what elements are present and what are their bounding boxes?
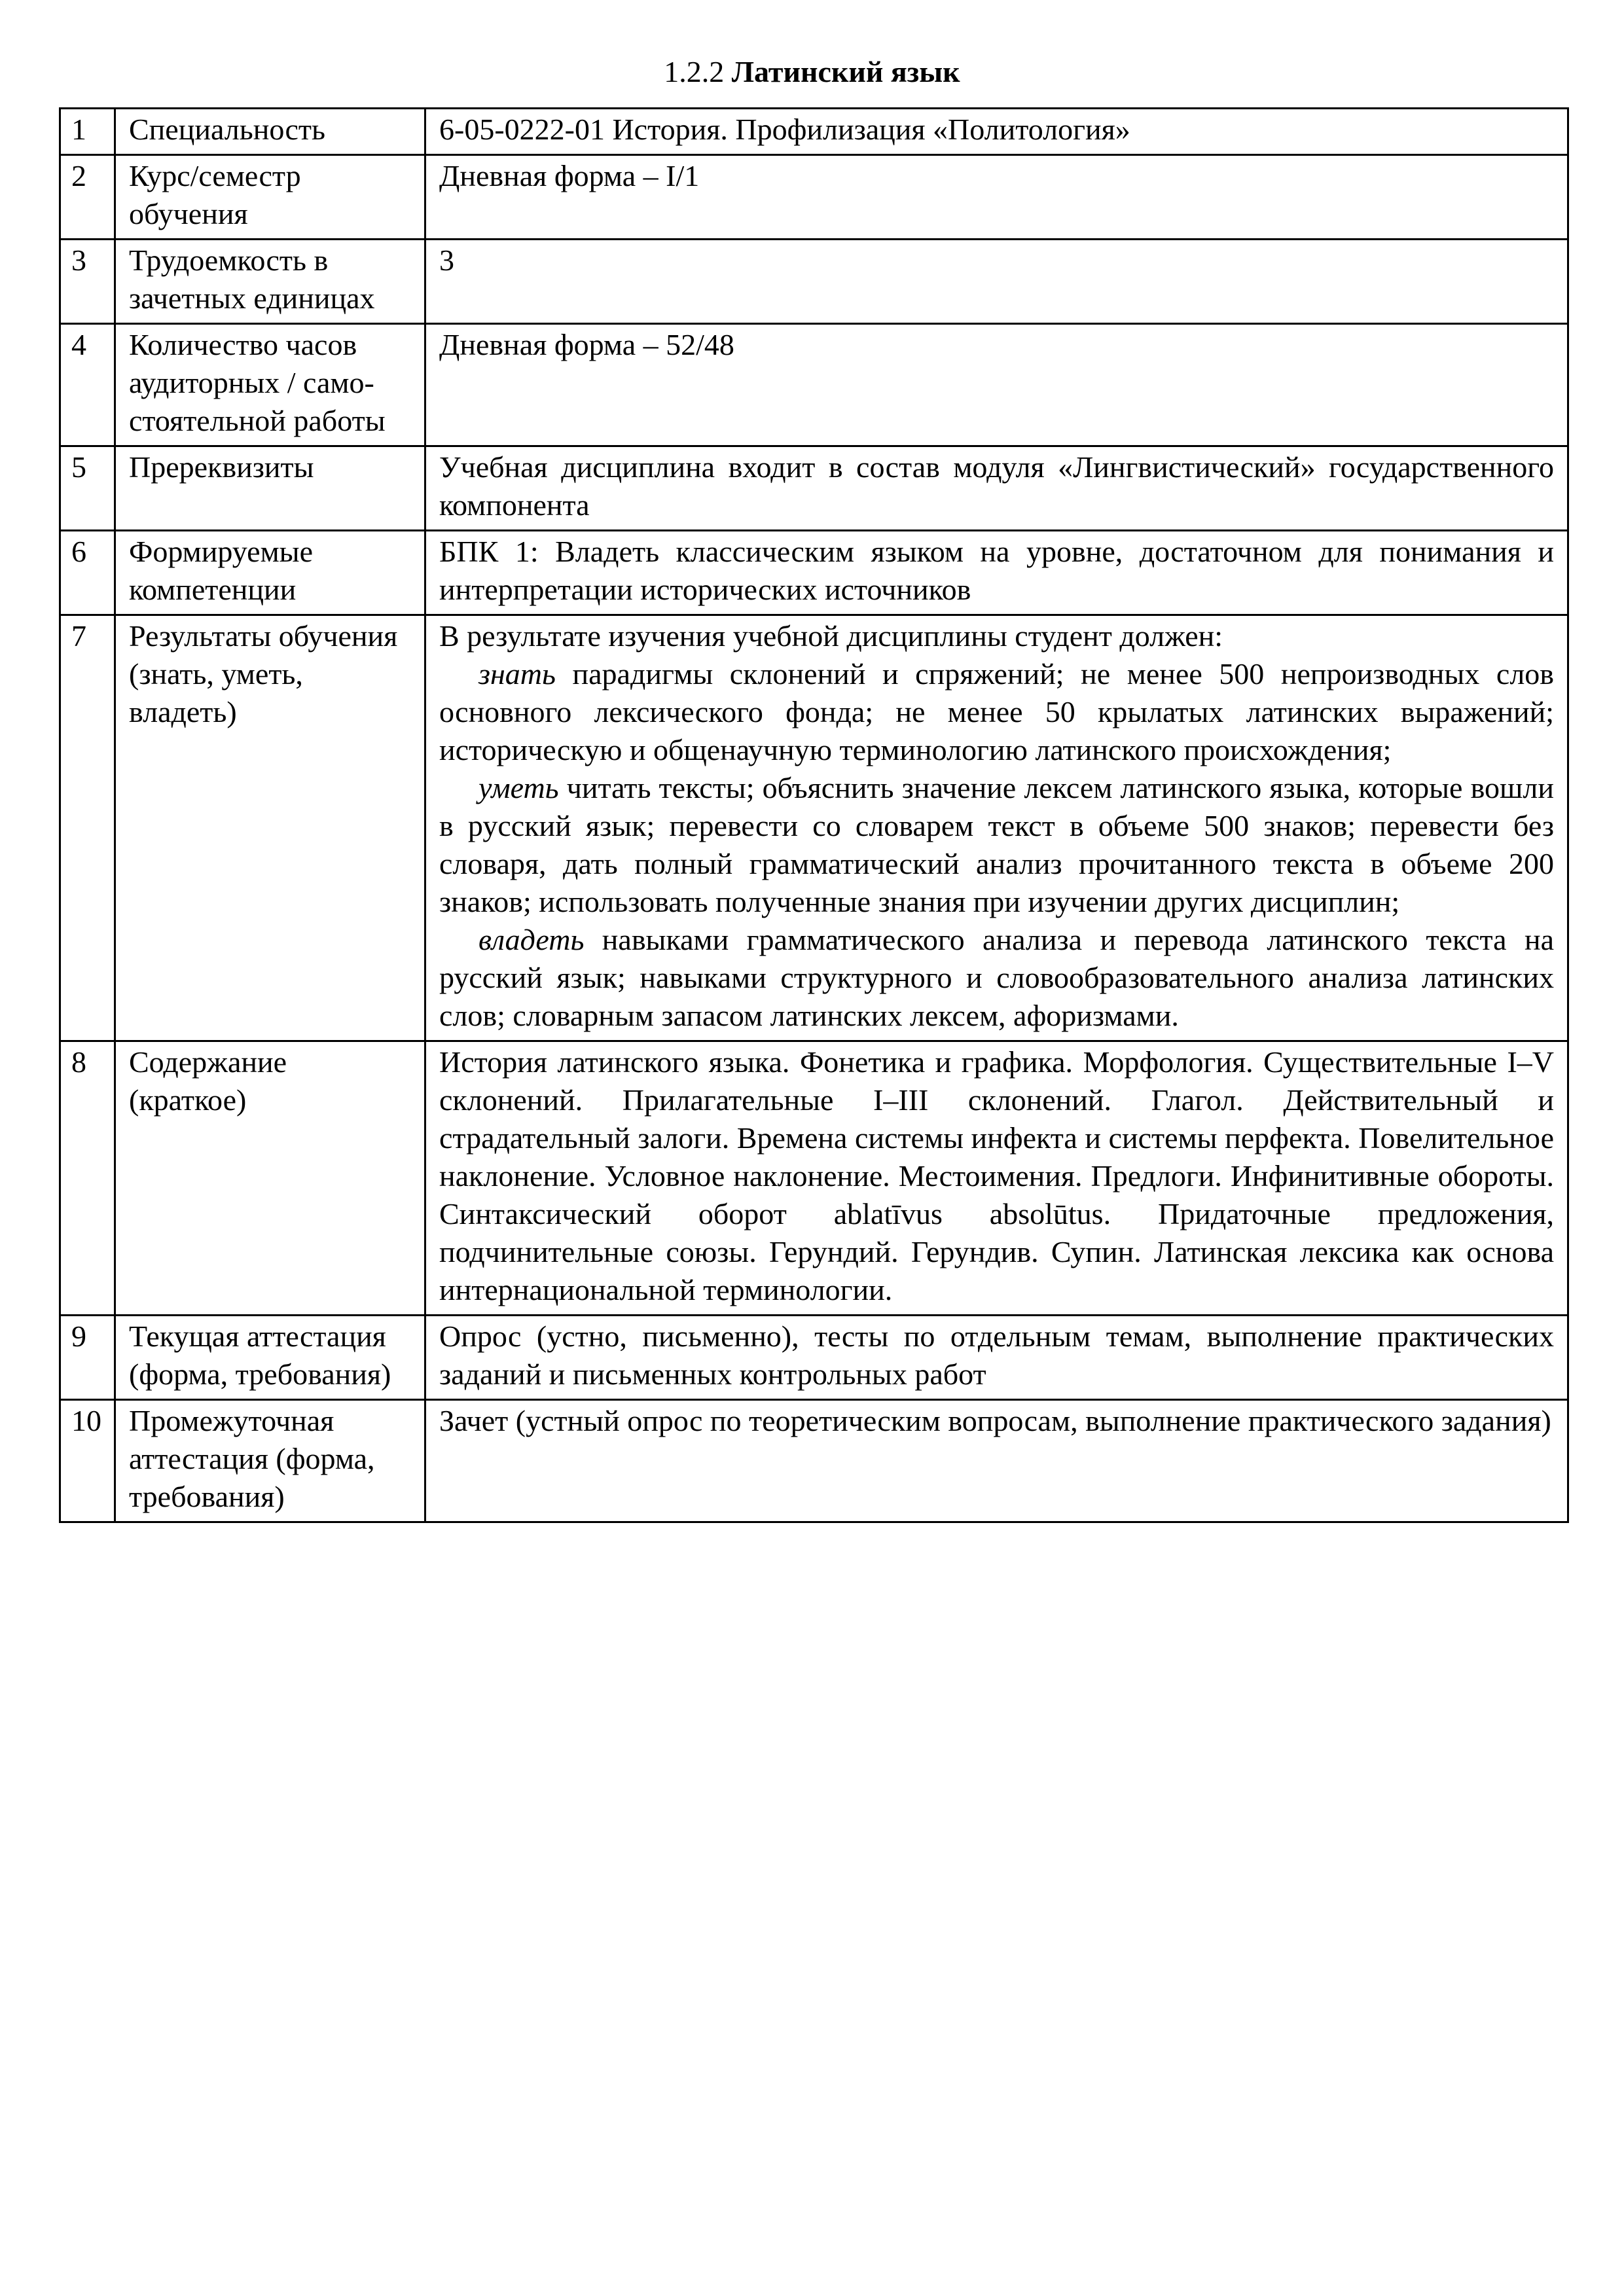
row-label: Количество часов аудиторных / само-стоятельной работы [115, 324, 425, 446]
row-number: 5 [60, 446, 115, 531]
row-number: 6 [60, 531, 115, 615]
row-value: БПК 1: Владеть классическим языком на уровне, достаточном для понимания и интерпретации исторических источников [425, 531, 1568, 615]
know-term: знать [478, 657, 556, 691]
table-row-course [60, 155, 1568, 240]
row-number: 8 [60, 1041, 115, 1316]
row-label: Результаты обучения (знать, уметь, владеть) [115, 615, 425, 1041]
table-row-content [60, 1041, 1568, 1316]
outcomes-intro: В результате изучения учебной дисциплины студент должен: [439, 619, 1223, 653]
page-title [0, 52, 1624, 92]
row-label: Текущая аттестация (форма, требования) [115, 1316, 425, 1400]
table-row-current-assessment [60, 1316, 1568, 1400]
row-number: 4 [60, 324, 115, 446]
row-label: Содержание (краткое) [115, 1041, 425, 1316]
outcomes-know [439, 655, 1554, 769]
row-label: Трудоемкость в зачетных единицах [115, 240, 425, 324]
row-value: Дневная форма – 52/48 [425, 324, 1568, 446]
own-term: владеть [478, 923, 585, 956]
row-number: 2 [60, 155, 115, 240]
row-value: История латинского языка. Фонетика и графика. Морфология. Существительные I–V склонений. Прилагательные I–III склонений. Глагол. Действительный и страдательный залоги. Времена системы инфекта и системы перфекта. Повелительное наклонение. Условное наклонение. Местоимения. Предлоги. Инфинитивные обороты. Синтаксический оборот ablatīvus absolūtus. Придаточные предложения, подчинительные союзы. Герундий. Герундив. Супин. Латинская лексика как основа интернациональной терминологии. [425, 1041, 1568, 1316]
row-number: 10 [60, 1400, 115, 1522]
table-row-credits [60, 240, 1568, 324]
table-row-competencies [60, 531, 1568, 615]
row-value: Зачет (устный опрос по теоретическим вопросам, выполнение практического задания) [425, 1400, 1568, 1522]
row-number: 1 [60, 109, 115, 155]
title-number: 1.2.2 [664, 55, 725, 88]
row-label: Формируемые компетенции [115, 531, 425, 615]
row-value: 3 [425, 240, 1568, 324]
table-row-hours [60, 324, 1568, 446]
table-row-prerequisites [60, 446, 1568, 531]
row-number: 7 [60, 615, 115, 1041]
row-value: Опрос (устно, письменно), тесты по отдельным темам, выполнение практических заданий и письменных контрольных работ [425, 1316, 1568, 1400]
row-label: Специальность [115, 109, 425, 155]
table-row-specialty [60, 109, 1568, 155]
row-label: Курс/семестр обучения [115, 155, 425, 240]
row-label: Промежуточная аттестация (форма, требования) [115, 1400, 425, 1522]
row-value: 6-05-0222-01 История. Профилизация «Политология» [425, 109, 1568, 155]
row-number: 9 [60, 1316, 115, 1400]
row-value [425, 615, 1568, 1041]
can-term: уметь [478, 771, 559, 804]
row-value: Учебная дисциплина входит в состав модуля «Лингвистический» государственного компонента [425, 446, 1568, 531]
outcomes-can [439, 769, 1554, 921]
own-text: навыками грамматического анализа и перевода латинского текста на русский язык; навыками структурного и словообразовательного анализа латинских слов; словарным запасом латинских лексем, афоризмами. [439, 923, 1554, 1032]
table-row-intermediate-assessment [60, 1400, 1568, 1522]
discipline-table [59, 107, 1569, 1523]
know-text: парадигмы склонений и спряжений; не менее 500 непроизводных слов основного лексического фонда; не менее 50 крылатых латинских выражений; историческую и общенаучную терминологию латинского происхождения; [439, 657, 1554, 766]
table-row-learning-outcomes [60, 615, 1568, 1041]
row-value: Дневная форма – I/1 [425, 155, 1568, 240]
outcomes-own [439, 921, 1554, 1035]
row-label: Пререквизиты [115, 446, 425, 531]
row-number: 3 [60, 240, 115, 324]
can-text: читать тексты; объяснить значение лексем латинского языка, которые вошли в русский язык; перевести со словарем текст в объеме 500 знаков; перевести без словаря, дать полный грамматический анализ прочитанного текста в объеме 200 знаков; использовать полученные знания при изучении других дисциплин; [439, 771, 1554, 918]
title-name: Латинский язык [731, 55, 960, 88]
